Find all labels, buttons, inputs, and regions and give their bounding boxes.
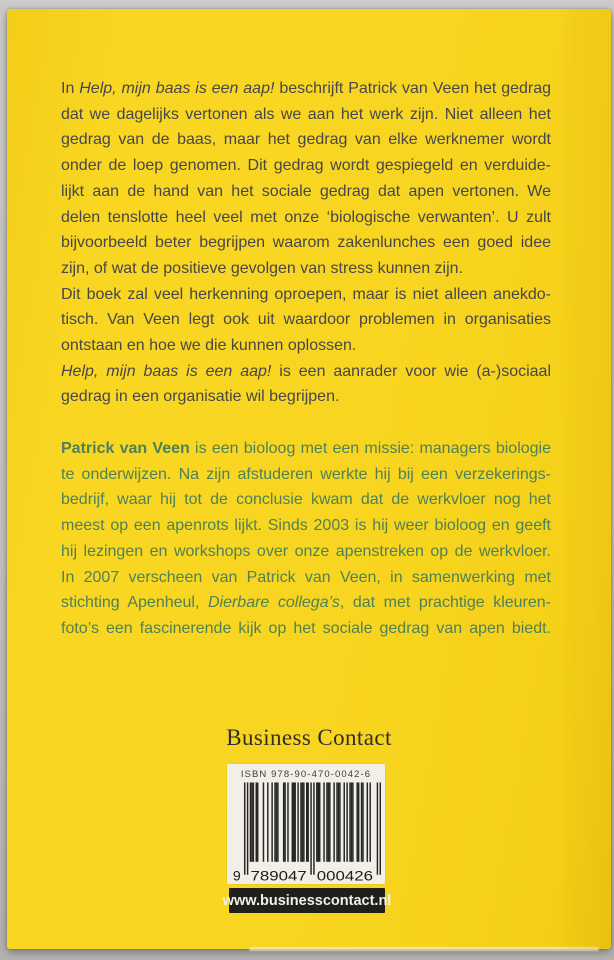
text-line: gedrag van de baas, maar het gedrag van elke werknemer wordt — [61, 131, 551, 149]
text-line: foto’s een fascinerende kijk op het sociale gedrag van apen biedt. — [61, 619, 551, 637]
publisher-name: Business Contact — [226, 725, 392, 750]
barcode-digits: 000426 — [316, 867, 374, 882]
text-line: delen tenslotte heel veel met onze ‘biologische verwanten’. U zult — [61, 208, 551, 226]
text-line: Dit boek zal veel herkenning oproepen, maar is niet alleen anekdo- — [61, 285, 551, 303]
text-line: Help, mijn baas is een aap! is een aanrader voor wie (a-)sociaal — [61, 362, 552, 380]
barcode-box — [227, 764, 385, 884]
text-line: hij lezingen en workshops over onze apenstreken op de werkvloer. — [61, 542, 551, 560]
website-url: www.businesscontact.nl — [222, 892, 392, 909]
synopsis-text — [61, 76, 551, 410]
text-line: gedrag in een organisatie wil begrijpen. — [61, 388, 340, 406]
barcode-digits: 789047 — [250, 867, 307, 882]
text-line: te onderwijzen. Na zijn afstuderen werkte hij bij een verzekerings- — [61, 465, 551, 483]
text-line: bijvoorbeeld beter begrijpen waarom zakenlunches een goed idee — [61, 234, 551, 252]
text-line: zijn, of wat de positieve gevolgen van stress kunnen zijn. — [61, 259, 464, 277]
text-line: onder de loep genomen. Dit gedrag wordt gespiegeld en verduide- — [61, 157, 551, 175]
barcode-digits: 9 — [232, 867, 241, 882]
website-strip — [222, 888, 392, 913]
text-line: dat we dagelijks vertonen als we aan het werk zijn. Niet alleen het — [61, 105, 551, 123]
author-bio-text — [61, 436, 551, 642]
text-line: In 2007 verscheen van Patrick van Veen, in samenwerking met — [61, 568, 551, 586]
text-line: tisch. Van Veen legt ook uit waardoor problemen in organisaties — [61, 311, 551, 329]
text-line: ontstaan en hoe we die kunnen oplossen. — [61, 337, 357, 355]
text-line: bedrijf, waar hij tot de conclusie kwam dat de werkvloer nog het — [61, 491, 551, 509]
ean-barcode — [227, 781, 385, 882]
book-back-cover — [7, 9, 611, 949]
text-line: meest op een apenrots lijkt. Sinds 2003 is hij weer bioloog en geeft — [61, 517, 551, 535]
text-line: lijkt aan de hand van het sociale gedrag dat apen vertonen. We — [61, 182, 551, 200]
book-page-edge — [249, 947, 599, 951]
text-line: Patrick van Veen is een bioloog met een missie: managers biologie — [61, 440, 551, 457]
isbn-label: ISBN 978-90-470-0042-6 — [240, 769, 372, 780]
text-line: In Help, mijn baas is een aap! beschrijft Patrick van Veen het gedrag — [61, 80, 552, 97]
text-line: stichting Apenheul, Dierbare collega’s, dat met prachtige kleuren- — [61, 594, 552, 612]
